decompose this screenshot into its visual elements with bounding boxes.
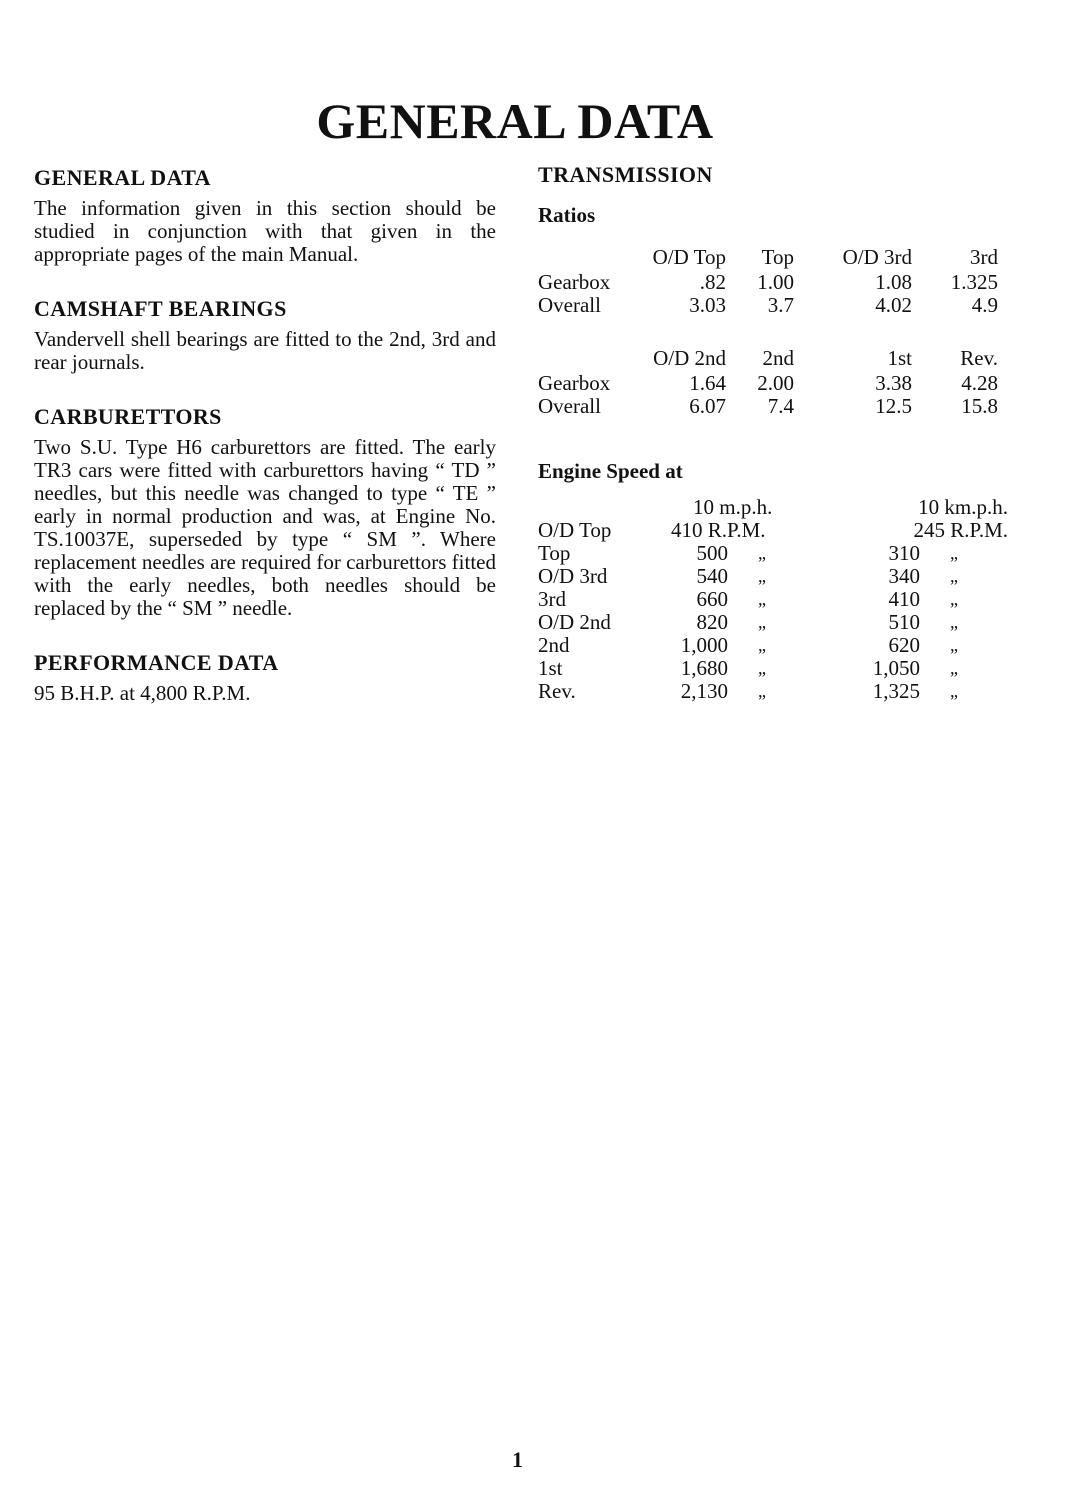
ratio-header: 1st <box>887 346 912 370</box>
camshaft-bearings-text: Vandervell shell bearings are fitted to the 2nd, 3rd and rear journals. <box>34 327 496 374</box>
page-number: 1 <box>512 1447 523 1472</box>
kmh-value: 245 R.P.M. <box>913 518 1008 542</box>
camshaft-bearings-heading: CAMSHAFT BEARINGS <box>34 296 287 321</box>
kmh-value: 1,325 <box>872 679 920 703</box>
ditto-mark: „ <box>950 658 958 678</box>
engine-speed-heading: Engine Speed at <box>538 459 683 483</box>
mph-value: 500 <box>696 541 728 565</box>
mph-value: 2,130 <box>680 679 728 703</box>
mph-value: 1,680 <box>680 656 728 680</box>
ratio-value: 7.4 <box>767 394 794 418</box>
mph-value: 540 <box>696 564 728 588</box>
gear-label: 1st <box>538 656 563 680</box>
ratio-value: 15.8 <box>961 394 998 418</box>
ratio-value: 12.5 <box>875 394 912 418</box>
gear-label: O/D 2nd <box>538 610 611 634</box>
ratio-value: 4.02 <box>875 293 912 317</box>
mph-column-header: 10 m.p.h. <box>693 495 773 519</box>
table-row <box>538 519 1008 542</box>
right-column <box>538 162 1018 703</box>
ditto-mark: „ <box>758 589 766 609</box>
ratio-row-label: Gearbox <box>538 270 611 294</box>
kmh-value: 410 <box>888 587 920 611</box>
ratio-value: 3.38 <box>875 371 912 395</box>
ratio-header: 2nd <box>762 346 794 370</box>
ditto-mark: „ <box>758 566 766 586</box>
general-data-heading: GENERAL DATA <box>34 165 211 190</box>
kmh-value: 310 <box>888 541 920 565</box>
table-row <box>538 680 1008 703</box>
kmh-value: 510 <box>888 610 920 634</box>
ditto-mark: „ <box>950 635 958 655</box>
ratio-header: Rev. <box>960 346 998 370</box>
performance-data-heading: PERFORMANCE DATA <box>34 650 279 675</box>
gear-label: O/D 3rd <box>538 564 608 588</box>
ratio-value: 2.00 <box>757 371 794 395</box>
table-row <box>538 542 1008 565</box>
ratio-value: 6.07 <box>689 394 726 418</box>
ditto-mark: „ <box>950 589 958 609</box>
table-row <box>538 294 998 317</box>
ratio-header: O/D 2nd <box>653 346 726 370</box>
ratio-value: 4.9 <box>971 293 998 317</box>
gear-label: 2nd <box>538 633 570 657</box>
mph-value: 820 <box>696 610 728 634</box>
ditto-mark: „ <box>758 543 766 563</box>
gear-label: Top <box>538 541 571 565</box>
ditto-mark: „ <box>950 612 958 632</box>
kmh-value: 340 <box>888 564 920 588</box>
ratio-value: 3.03 <box>689 293 726 317</box>
table-row <box>538 634 1008 657</box>
kmh-value: 620 <box>888 633 920 657</box>
table-row <box>538 271 998 294</box>
page-title: GENERAL DATA <box>316 93 714 149</box>
ratios-heading: Ratios <box>538 203 596 227</box>
ditto-mark: „ <box>950 543 958 563</box>
gear-label: 3rd <box>538 587 566 611</box>
kmh-value: 1,050 <box>872 656 920 680</box>
ratio-value: .82 <box>699 270 726 294</box>
carburettors-text: Two S.U. Type H6 carburettors are fitted. The early TR3 cars were fitted with carburettors having “ TD ” needles, but this needle was changed to type “ TE ” early in normal production and was, at Engine No. TS.10037E, superseded by type “ SM ”. Where replacement needles are required for carburettors fitted with the early needles, both needles should be replaced by the “ SM ” needle. <box>34 435 496 620</box>
ratio-row-label: Overall <box>538 394 601 418</box>
table-row <box>538 588 1008 611</box>
performance-data-text: 95 B.H.P. at 4,800 R.P.M. <box>34 681 251 705</box>
mph-value: 410 R.P.M. <box>671 518 766 542</box>
ratio-value: 1.64 <box>689 371 726 395</box>
ratio-value: 1.08 <box>875 270 912 294</box>
ratio-header: O/D Top <box>652 245 726 269</box>
general-data-text: The information given in this section should be studied in conjunction with that given in the appropriate pages of the main Manual. <box>34 196 496 266</box>
ratio-header: Top <box>761 245 794 269</box>
ratio-header: O/D 3rd <box>842 245 912 269</box>
table-row <box>538 372 998 395</box>
mph-value: 1,000 <box>680 633 728 657</box>
table-row <box>538 395 998 418</box>
ratio-value: 1.325 <box>950 270 998 294</box>
gear-label: O/D Top <box>538 518 612 542</box>
ratio-value: 4.28 <box>961 371 998 395</box>
left-column <box>34 165 496 705</box>
ditto-mark: „ <box>758 612 766 632</box>
ditto-mark: „ <box>758 681 766 701</box>
ditto-mark: „ <box>950 566 958 586</box>
transmission-heading: TRANSMISSION <box>538 162 713 187</box>
ditto-mark: „ <box>758 658 766 678</box>
kmh-column-header: 10 km.p.h. <box>918 495 1008 519</box>
ditto-mark: „ <box>758 635 766 655</box>
mph-value: 660 <box>696 587 728 611</box>
gear-label: Rev. <box>538 679 576 703</box>
ratio-header: 3rd <box>970 245 998 269</box>
carburettors-heading: CARBURETTORS <box>34 404 222 429</box>
table-row <box>538 611 1008 634</box>
table-row <box>538 565 1008 588</box>
ratio-value: 3.7 <box>767 293 794 317</box>
ratio-row-label: Overall <box>538 293 601 317</box>
table-row <box>538 657 1008 680</box>
ratio-row-label: Gearbox <box>538 371 611 395</box>
ratios-table-2 <box>538 347 998 418</box>
ratios-table-1 <box>538 246 998 317</box>
ratio-value: 1.00 <box>757 270 794 294</box>
engine-speed-table <box>538 496 1008 703</box>
ditto-mark: „ <box>950 681 958 701</box>
